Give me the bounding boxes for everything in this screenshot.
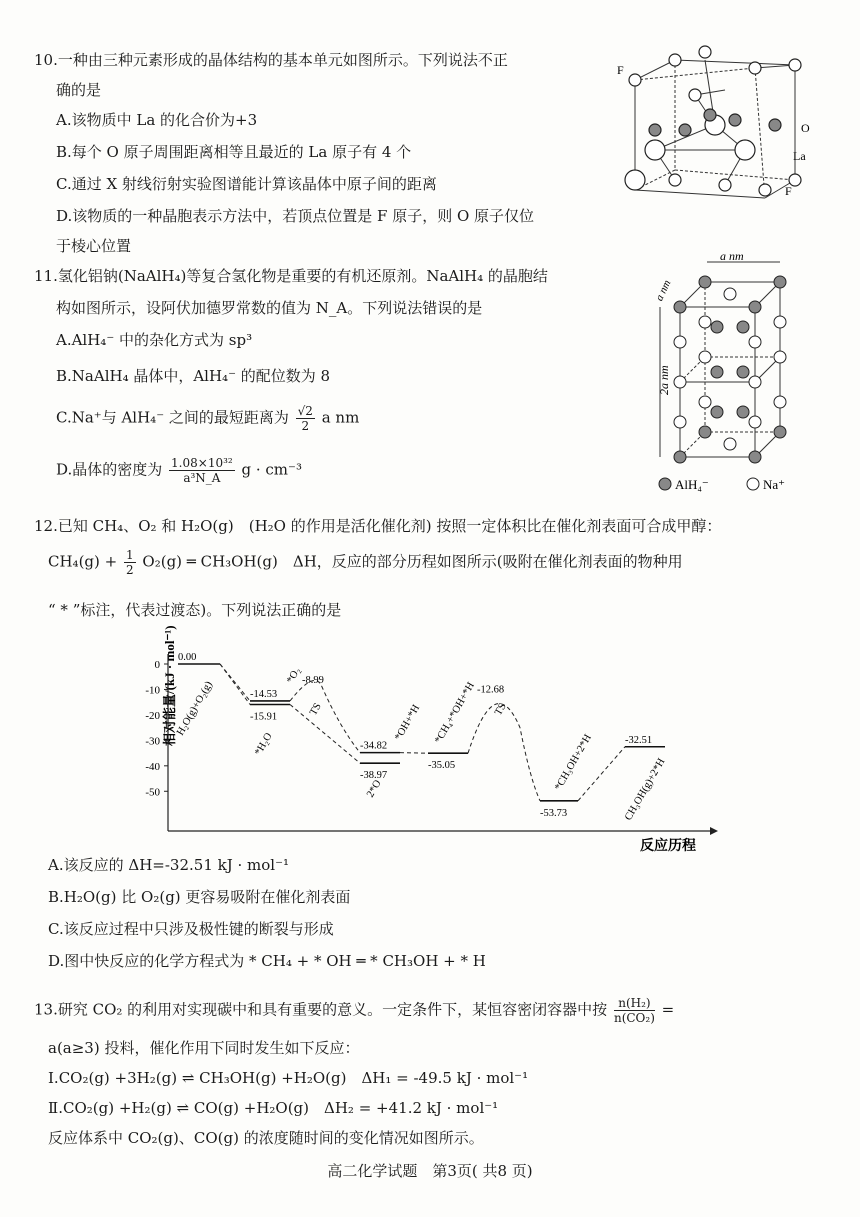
q13-stem-text: 13.研究 CO₂ 的利用对实现碳中和具有重要的意义。一定条件下，某恒容密闭容器中按 xyxy=(34,1000,608,1019)
q11-label-a-top: a nm xyxy=(720,249,744,263)
q11-crystal-figure xyxy=(645,249,820,502)
chart-data-label: -53.73 xyxy=(540,807,568,819)
chart-species-label: TS xyxy=(308,701,324,718)
q12-option-d: D.图中快反应的化学方程式为 * CH₄ + * OH ═ * CH₃OH + * H xyxy=(48,952,486,970)
q11-legend-na: Na⁺ xyxy=(763,477,786,492)
chart-data-label: 0.00 xyxy=(178,652,197,663)
q12-option-a: A.该反应的 ΔH=-32.51 kJ · mol⁻¹ xyxy=(48,856,290,874)
page-footer: 高二化学试题 第3页( 共8 页) xyxy=(327,1162,533,1180)
q11-option-c-numerator: √2 xyxy=(297,404,313,418)
chart-species-label: *O₂ xyxy=(285,665,303,686)
chart-connector xyxy=(578,747,625,801)
q11-label-2a: 2a nm xyxy=(657,365,671,395)
q12-option-c: C.该反应过程中只涉及极性键的断裂与形成 xyxy=(48,920,334,938)
chart-data-label: -14.53 xyxy=(250,688,278,700)
q10-label-f-bottom: F xyxy=(785,184,792,198)
chart-species-label: *CH₄+*OH+*H xyxy=(433,680,477,746)
q13-ratio-denominator: n(CO₂) xyxy=(613,1011,655,1025)
q11-option-d-denominator: a³N_A xyxy=(183,471,221,485)
chart-connector xyxy=(290,681,360,753)
q10-option-a: A.该物质中 La 的化合价为+3 xyxy=(56,111,258,129)
q12-energy-profile-chart xyxy=(110,625,720,856)
q11-option-b: B.NaAlH₄ 晶体中，AlH₄⁻ 的配位数为 8 xyxy=(56,367,331,385)
q12-option-b: B.H₂O(g) 比 O₂(g) 更容易吸附在催化剂表面 xyxy=(48,888,351,906)
q11-legend-alh4: AlH₄⁻ xyxy=(675,477,709,492)
q13-ratio-numerator: n(H₂) xyxy=(614,996,655,1011)
q11-option-d-numerator: 1.08×10³² xyxy=(171,456,233,470)
q10-crystal-figure xyxy=(615,40,815,210)
chart-connector xyxy=(400,753,428,754)
q10-option-c: C.通过 X 射线衍射实验图谱能计算该晶体中原子间的距离 xyxy=(56,175,437,193)
q11-option-d-fraction xyxy=(169,456,235,485)
q12-equation-fraction xyxy=(124,548,136,577)
q11-option-d xyxy=(56,456,302,485)
q11-option-c-text: C.Na⁺与 AlH₄⁻ 之间的最短距离为 xyxy=(56,408,289,427)
chart-species-label: H₂O(g)+O₂(g) xyxy=(175,679,215,738)
q10-label-la: La xyxy=(793,149,806,163)
chart-connector xyxy=(290,704,360,763)
q13-stem-line1 xyxy=(34,996,674,1025)
q10-label-f-top: F xyxy=(617,63,624,77)
q11-stem-line2: 构如图所示，设阿伏加德罗常数的值为 N_A。下列说法错误的是 xyxy=(56,299,483,317)
chart-x-axis-arrow xyxy=(710,827,718,835)
q11-option-c-fraction xyxy=(296,404,315,433)
q13-ratio-fraction xyxy=(614,996,655,1025)
chart-y-tick-label: -10 xyxy=(145,684,160,697)
q11-option-a: A.AlH₄⁻ 中的杂化方式为 sp³ xyxy=(56,331,253,349)
q10-option-b: B.每个 O 原子周围距离相等且最近的 La 原子有 4 个 xyxy=(56,143,412,161)
q12-stem-line3: “ * ”标注，代表过渡态)。下列说法正确的是 xyxy=(48,601,342,619)
q11-option-d-text: D.晶体的密度为 xyxy=(56,460,163,479)
chart-data-label: -15.91 xyxy=(250,711,278,723)
q13-stem-line2: a(a≥3) 投料，催化作用下同时发生如下反应： xyxy=(48,1039,360,1057)
chart-y-tick-label: -50 xyxy=(145,786,160,799)
q13-stem-line3: 反应体系中 CO₂(g)、CO(g) 的浓度随时间的变化情况如图所示。 xyxy=(48,1129,484,1147)
chart-y-tick-label: 0 xyxy=(154,659,160,671)
q12-equation-denominator: 2 xyxy=(126,563,134,577)
q10-option-d-line2: 于棱心位置 xyxy=(56,237,132,255)
q10-stem-line1: 10.一种由三种元素形成的晶体结构的基本单元如图所示。下列说法不正 xyxy=(34,51,508,69)
q10-stem-line2: 确的是 xyxy=(56,81,102,99)
chart-data-label: -38.97 xyxy=(360,770,388,782)
chart-y-tick-label: -40 xyxy=(145,760,160,773)
chart-data-label: -32.51 xyxy=(625,734,653,746)
q10-label-o: O xyxy=(801,121,810,135)
q12-equation-numerator: 1 xyxy=(126,548,134,562)
q13-reaction-2: Ⅱ.CO₂(g) +H₂(g) ⇌ CO(g) +H₂O(g) ΔH₂ = +41.2 kJ · mol⁻¹ xyxy=(48,1099,499,1117)
q12-chart-levels xyxy=(175,652,668,823)
chart-species-label: CH₃OH(g)+2*H xyxy=(623,756,668,823)
q11-option-d-unit: g · cm⁻³ xyxy=(241,460,302,479)
chart-y-tick-label: -30 xyxy=(145,735,160,748)
chart-connector xyxy=(468,704,540,801)
chart-y-tick-label: -20 xyxy=(145,709,160,722)
chart-species-label: *CH₃OH+2*H xyxy=(553,732,594,793)
chart-species-label: TS xyxy=(493,701,509,718)
q11-option-c-denominator: 2 xyxy=(301,419,310,433)
q11-option-c xyxy=(56,404,359,433)
q12-chart-ylabel: 相对能量/(kJ · mol⁻¹) xyxy=(162,625,177,746)
chart-data-label: -34.82 xyxy=(360,740,388,752)
q13-reaction-1: Ⅰ.CO₂(g) +3H₂(g) ⇌ CH₃OH(g) +H₂O(g) ΔH₁ = -49.5 kJ · mol⁻¹ xyxy=(48,1069,529,1087)
chart-species-label: *OH+*H xyxy=(393,703,423,743)
q13-equals: = xyxy=(661,1000,675,1019)
q11-option-c-unit: a nm xyxy=(321,408,360,427)
chart-species-label: 2*O xyxy=(365,778,384,800)
q12-equation-lhs: CH₄(g) + xyxy=(48,552,118,571)
chart-connector xyxy=(220,664,250,701)
q10-option-d-line1: D.该物质的一种晶胞表示方法中，若顶点位置是 F 原子，则 O 原子仅位 xyxy=(56,207,535,225)
q12-equation xyxy=(48,548,683,577)
q12-equation-rest: O₂(g) ═ CH₃OH(g) ΔH，反应的部分历程如图所示(吸附在催化剂表面的物种用 xyxy=(142,552,683,571)
q11-label-a-side: a nm xyxy=(653,278,674,303)
chart-data-label: -8.99 xyxy=(302,674,324,686)
chart-species-label: *H₂O xyxy=(253,731,275,758)
chart-data-label: -35.05 xyxy=(428,760,456,772)
chart-data-label: -12.68 xyxy=(477,684,505,696)
q11-stem-line1: 11.氢化铝钠(NaAlH₄)等复合氢化物是重要的有机还原剂。NaAlH₄ 的晶胞结 xyxy=(34,267,548,285)
q12-stem-line1: 12.已知 CH₄、O₂ 和 H₂O(g) (H₂O 的作用是活化催化剂) 按照一定体积比在催化剂表面可合成甲醇： xyxy=(34,517,722,535)
q12-chart-xlabel: 反应历程 xyxy=(640,839,696,854)
